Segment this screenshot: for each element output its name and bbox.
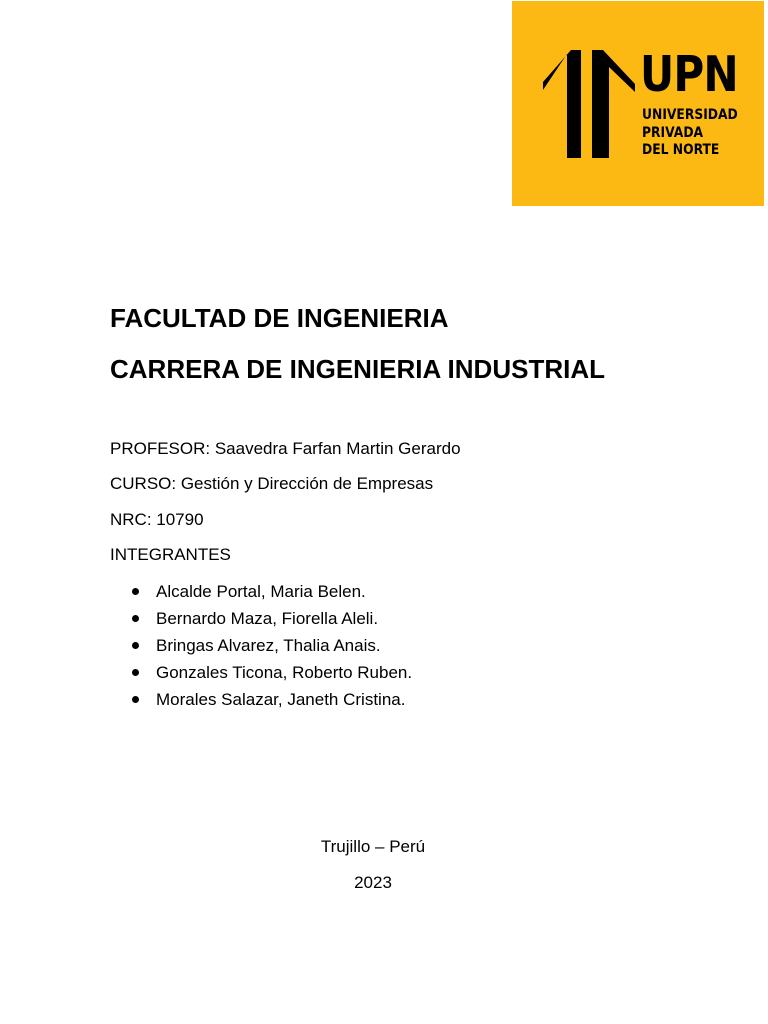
member-name: Alcalde Portal, Maria Belen.: [156, 582, 366, 601]
logo-subtitle-line: UNIVERSIDAD: [642, 107, 738, 123]
location-text: Trujillo – Perú: [320, 837, 426, 856]
nrc-line: NRC: 10790: [110, 510, 204, 529]
university-logo: [512, 1, 764, 206]
list-item: [110, 686, 412, 713]
member-name: Bernardo Maza, Fiorella Aleli.: [156, 609, 379, 628]
logo-subtitle: [642, 107, 748, 160]
list-item: [110, 659, 412, 686]
member-name: Morales Salazar, Janeth Cristina.: [156, 690, 406, 709]
bullet-icon: [132, 588, 139, 595]
list-item: [110, 578, 412, 605]
member-name: Bringas Alvarez, Thalia Anais.: [156, 636, 381, 655]
members-list: [110, 578, 412, 713]
career-heading: CARRERA DE INGENIERIA INDUSTRIAL: [110, 354, 605, 384]
bullet-icon: [132, 696, 139, 703]
bullet-icon: [132, 615, 139, 622]
upn-arrow-logo-icon: [543, 50, 635, 158]
profesor-line: PROFESOR: Saavedra Farfan Martin Gerardo: [110, 439, 461, 458]
bullet-icon: [132, 642, 139, 649]
member-name: Gonzales Ticona, Roberto Ruben.: [156, 663, 413, 682]
logo-subtitle-line: DEL NORTE: [642, 142, 720, 158]
logo-subtitle-line: PRIVADA: [642, 124, 704, 141]
year-text: 2023: [354, 873, 392, 892]
list-item: [110, 605, 412, 632]
logo-name: UPN: [640, 46, 738, 103]
list-item: [110, 632, 412, 659]
bullet-icon: [132, 669, 139, 676]
integrantes-label: INTEGRANTES: [110, 545, 231, 564]
faculty-heading: FACULTAD DE INGENIERIA: [110, 303, 449, 333]
curso-line: CURSO: Gestión y Dirección de Empresas: [110, 474, 434, 493]
